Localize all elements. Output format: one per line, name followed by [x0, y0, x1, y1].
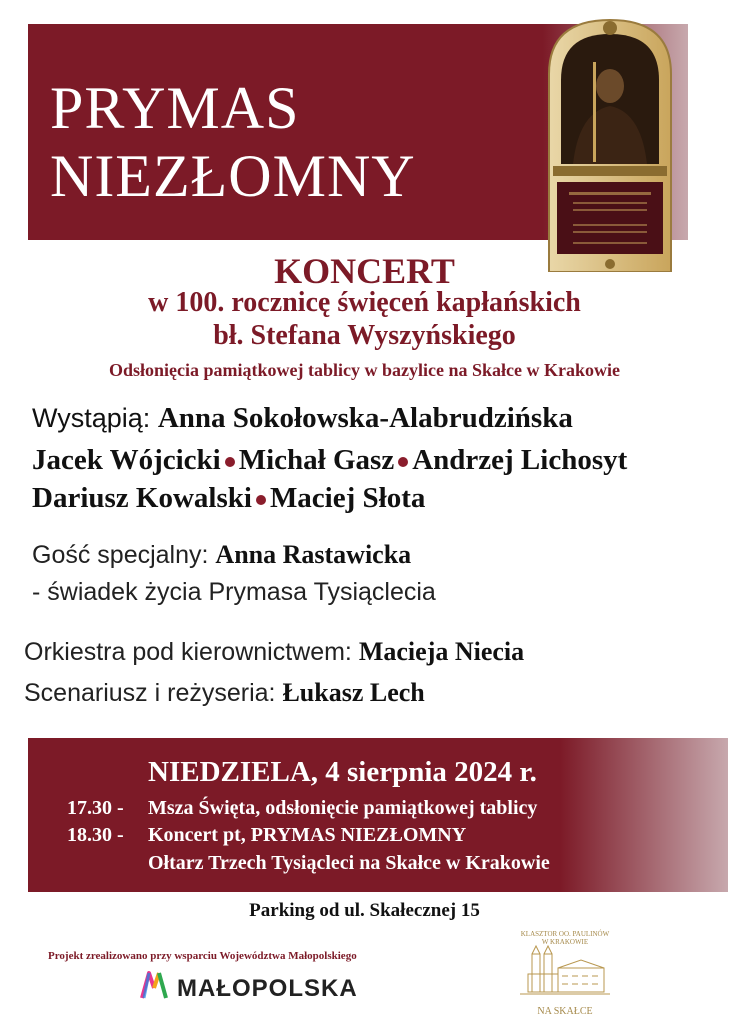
occasion-line: Odsłonięcia pamiątkowej tablicy w bazylice na Skałce w Krakowie	[109, 360, 620, 380]
parking-info: Parking od ul. Skałecznej 15	[249, 900, 480, 921]
schedule-item-desc: Msza Święta, odsłonięcie pamiątkowej tablicy	[148, 797, 538, 819]
malopolska-logo-text: MAŁOPOLSKA	[177, 975, 358, 1002]
bullet-dot	[256, 495, 266, 505]
monastery-logo-top: KLASZTOR OO. PAULINÓW	[520, 930, 610, 938]
monastery-logo-bottom: NA SKAŁCE	[537, 1006, 593, 1017]
orchestra-name: Macieja Niecia	[358, 637, 525, 666]
monastery-logo-mid: W KRAKOWIE	[541, 938, 589, 946]
performer-name: Andrzej Lichosyt	[412, 444, 628, 476]
title-line-1: PRYMAS	[50, 75, 300, 141]
orchestra-label: Orkiestra pod kierownictwem:	[24, 638, 352, 666]
schedule-item-time: 17.30 -	[67, 797, 124, 819]
honoree-line: bł. Stefana Wyszyńskiego	[213, 320, 516, 351]
performers-label: Wystąpią:	[32, 403, 151, 433]
bullet-dot	[398, 457, 408, 467]
anniversary-line: w 100. rocznicę święceń kapłańskich	[148, 287, 581, 318]
performers-line-2	[32, 444, 627, 477]
script-name: Łukasz Lech	[282, 678, 425, 707]
schedule-item-desc: Koncert pt, PRYMAS NIEZŁOMNY	[148, 824, 467, 846]
church-illustration-icon	[510, 928, 620, 1020]
malopolska-m-logo-icon	[140, 970, 174, 1000]
script-label: Scenariusz i reżyseria:	[24, 679, 276, 707]
performers-line-1	[32, 402, 573, 435]
performer-name: Jacek Wójcicki	[32, 444, 221, 476]
performer-name: Dariusz Kowalski	[32, 482, 252, 514]
event-date: NIEDZIELA, 4 sierpnia 2024 r.	[148, 756, 537, 788]
portrait-plaque-icon	[543, 14, 677, 272]
event-location: Ołtarz Trzech Tysiącleci na Skałce w Krakowie	[148, 852, 550, 874]
guest-description: - świadek życia Prymasa Tysiąclecia	[32, 578, 436, 606]
guest-line	[32, 540, 411, 570]
orchestra-line	[24, 637, 524, 667]
concert-heading: KONCERT	[274, 251, 455, 291]
support-note: Projekt zrealizowano przy wsparciu Województwa Małopolskiego	[48, 950, 357, 962]
title-line-2: NIEZŁOMNY	[50, 143, 416, 209]
bullet-dot	[225, 457, 235, 467]
performers-line-3	[32, 482, 425, 515]
guest-name: Anna Rastawicka	[215, 540, 412, 569]
guest-label: Gość specjalny:	[32, 541, 209, 569]
schedule-item-time: 18.30 -	[67, 824, 124, 846]
performer-name: Michał Gasz	[238, 444, 395, 476]
performer-name: Maciej Słota	[269, 482, 426, 514]
script-line	[24, 678, 425, 708]
performer-name: Anna Sokołowska-Alabrudzińska	[157, 402, 573, 434]
